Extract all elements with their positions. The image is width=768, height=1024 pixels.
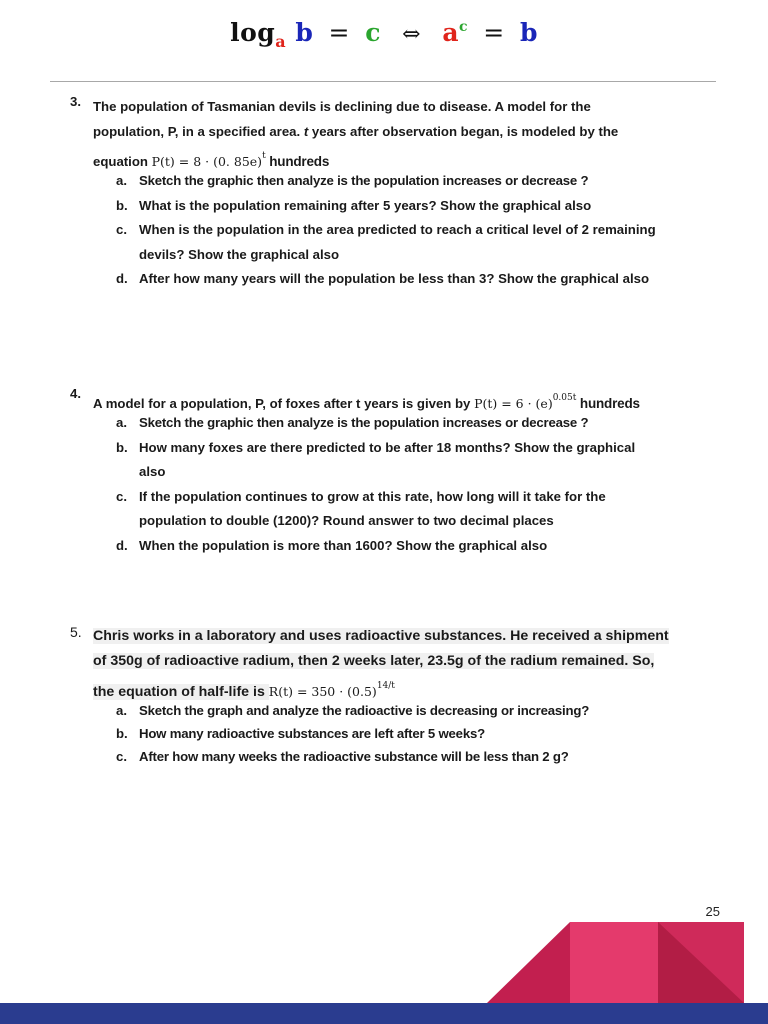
sub-question-letter: a. xyxy=(116,173,127,188)
text-segment: A model for a population, P, of foxes after t years is given by xyxy=(93,396,475,411)
sub-question-letter: d. xyxy=(116,537,128,553)
sub-question-letter: c. xyxy=(116,222,127,237)
log-argument: b xyxy=(295,18,314,47)
deco-square-center xyxy=(570,922,658,1003)
sub-question-letter: b. xyxy=(116,197,128,213)
unit-label: hundreds xyxy=(265,154,330,169)
problem-number: 5. xyxy=(70,624,82,640)
sub-question-text: How many radioactive substances are left after 5 weeks? xyxy=(139,726,485,741)
sub-question-text-cont: also xyxy=(139,464,166,479)
sub-question-text: When the population is more than 1600? Show the graphical also xyxy=(139,537,548,553)
equation-exponent: t xyxy=(262,151,266,161)
sub-question-letter: a. xyxy=(116,415,127,430)
sub-question-text: Sketch the graph and analyze the radioactive is decreasing or increasing? xyxy=(139,703,590,718)
page-number: 25 xyxy=(705,904,720,919)
sub-question-text-cont: devils? Show the graphical also xyxy=(139,246,340,262)
iff-arrow-icon: ⇔ xyxy=(402,22,422,47)
sub-question-letter: c. xyxy=(116,749,127,764)
sub-question-text: When is the population in the area predicted to reach a critical level of 2 remaining xyxy=(139,222,656,237)
equals-sign-2: = xyxy=(483,18,505,47)
power-exponent: c xyxy=(459,19,469,35)
equation-exponent: 14/t xyxy=(376,681,395,691)
variable-t: t xyxy=(303,124,309,139)
equation-main: P(t) = 8 · (0. 85e) xyxy=(151,154,263,169)
log-text: log xyxy=(230,18,276,47)
sub-question-text: Sketch the graphic then analyze is the population increases or decrease ? xyxy=(139,173,589,188)
deco-triangle-left xyxy=(487,922,570,1003)
power-base: a xyxy=(442,18,460,47)
problem-number: 4. xyxy=(70,386,81,401)
sub-question-letter: d. xyxy=(116,271,128,286)
log-base: a xyxy=(275,32,287,51)
sub-question-text: If the population continues to grow at this rate, how long will it take for the xyxy=(139,488,606,504)
sub-question-letter: b. xyxy=(116,439,128,455)
highlighted-text: of 350g of radioactive radium, then 2 weeks later, 23.5g of the radium remained. So, xyxy=(93,653,655,669)
sub-question-text: After how many years will the population be less than 3? Show the graphical also xyxy=(139,271,650,286)
equals-sign: = xyxy=(328,18,350,47)
sub-question-text: What is the population remaining after 5 years? Show the graphical also xyxy=(139,197,592,213)
equation-main: P(t) = 6 · (e) xyxy=(474,396,553,411)
log-result: c xyxy=(365,18,381,47)
problem-text-line: The population of Tasmanian devils is declining due to disease. A model for the xyxy=(93,99,591,114)
highlighted-text: Chris works in a laboratory and uses radioactive substances. He received a shipment xyxy=(93,628,669,644)
sub-question-text-cont: population to double (1200)? Round answer to two decimal places xyxy=(139,513,554,528)
footer-bar xyxy=(0,1003,768,1024)
text-segment: years after observation began, is modeled by the xyxy=(308,124,619,139)
text-segment: equation xyxy=(93,154,152,169)
unit-label: hundreds xyxy=(576,396,640,411)
problem-number: 3. xyxy=(70,94,81,109)
sub-question-text: After how many weeks the radioactive substance will be less than 2 g? xyxy=(139,749,569,764)
sub-question-text: How many foxes are there predicted to be after 18 months? Show the graphical xyxy=(139,439,636,455)
highlighted-text: the equation of half-life is xyxy=(93,684,269,700)
equation-exponent: 0.05t xyxy=(552,393,577,403)
power-result: b xyxy=(519,18,538,47)
sub-question-letter: b. xyxy=(116,726,128,741)
sub-question-letter: a. xyxy=(116,703,127,718)
sub-question-text: Sketch the graphic then analyze is the population increases or decrease ? xyxy=(139,415,589,430)
sub-question-letter: c. xyxy=(116,488,127,504)
equation-main: R(t) = 350 · (0.5) xyxy=(268,684,377,699)
text-segment: population, P, in a specified area. xyxy=(93,124,304,139)
